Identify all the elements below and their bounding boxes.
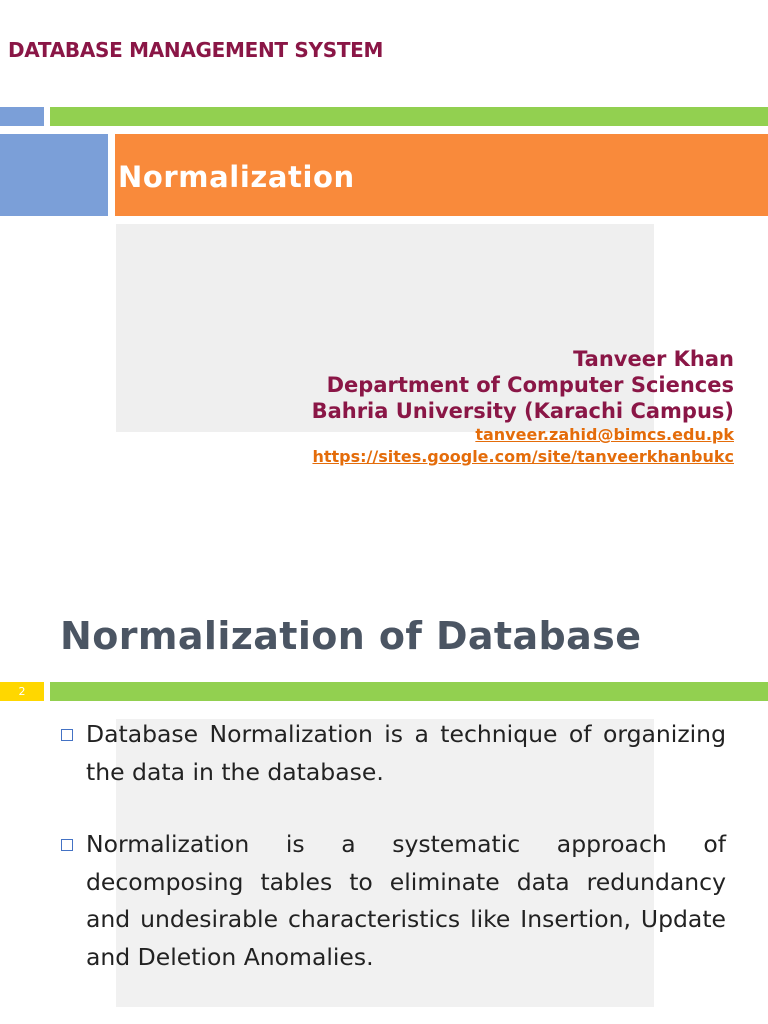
author-email-link[interactable]: tanveer.zahid@bimcs.edu.pk	[475, 425, 734, 444]
author-department: Department of Computer Sciences	[326, 373, 734, 397]
bullet-item	[60, 826, 726, 976]
decor-bar-green-2	[50, 682, 768, 701]
bullet-text: Normalization is a systematic approach of decomposing tables to eliminate data redundancy and undesirable characteristics like Insertion, Update and Deletion Anomalies.	[86, 830, 726, 971]
decor-bar-blue	[0, 107, 44, 126]
square-bullet-icon	[61, 729, 73, 741]
author-block	[312, 346, 734, 468]
decor-block-blue	[0, 134, 108, 216]
author-university: Bahria University (Karachi Campus)	[311, 399, 734, 423]
bullet-text: Database Normalization is a technique of organizing the data in the database.	[86, 720, 726, 786]
square-bullet-icon	[61, 839, 73, 851]
author-name: Tanveer Khan	[573, 347, 734, 371]
bullet-item	[60, 716, 726, 791]
decor-bar-green	[50, 107, 768, 126]
page-number-badge: 2	[0, 682, 44, 701]
bullet-list	[60, 716, 726, 976]
slide2-title: Normalization of Database	[60, 614, 642, 658]
author-website-link[interactable]: https://sites.google.com/site/tanveerkhanbukc	[312, 447, 734, 466]
slide-title: Normalization	[118, 160, 355, 194]
header-title: DATABASE MANAGEMENT SYSTEM	[8, 38, 384, 62]
